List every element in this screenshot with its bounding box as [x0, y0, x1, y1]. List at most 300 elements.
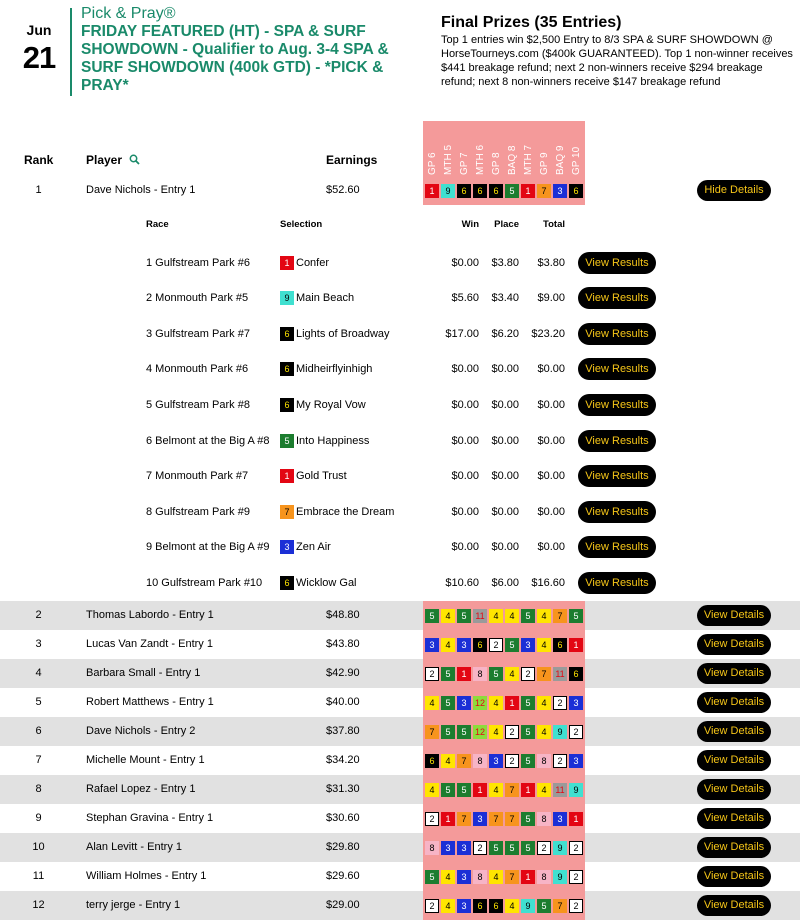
view-results-button[interactable]: View Results — [578, 572, 656, 594]
saddle-cloth: 5 — [457, 609, 471, 623]
detail-place: $3.40 — [491, 292, 519, 304]
saddle-cloth: 6 — [280, 327, 294, 341]
saddle-cloth: 6 — [280, 576, 294, 590]
hide-details-button[interactable]: Hide Details — [697, 180, 771, 201]
row-picks — [423, 601, 585, 630]
view-results-button[interactable]: View Results — [578, 536, 656, 558]
view-details-button[interactable]: View Details — [697, 605, 771, 626]
view-details-button[interactable]: View Details — [697, 634, 771, 655]
detail-race: 8 Gulfstream Park #9 — [146, 506, 250, 518]
detail-row — [0, 248, 800, 278]
saddle-cloth: 2 — [489, 638, 503, 652]
saddle-cloth: 6 — [280, 362, 294, 376]
saddle-cloth: 6 — [489, 899, 503, 913]
detail-selection — [280, 319, 390, 349]
row-rank: 11 — [32, 870, 45, 882]
view-results-button[interactable]: View Results — [578, 465, 656, 487]
standings-row — [0, 804, 800, 833]
saddle-cloth: 9 — [553, 841, 567, 855]
detail-selection — [280, 426, 369, 456]
row-picks — [423, 833, 585, 862]
saddle-cloth: 3 — [569, 754, 583, 768]
row-earnings: $52.60 — [326, 184, 360, 196]
detail-total: $0.00 — [537, 399, 565, 411]
row-rank: 7 — [35, 754, 42, 766]
saddle-cloth: 5 — [521, 754, 535, 768]
saddle-cloth: 4 — [489, 870, 503, 884]
race-column-header: MTH 7 — [523, 145, 534, 175]
row-picks — [423, 176, 585, 205]
detail-total-header: Total — [543, 219, 565, 230]
saddle-cloth: 4 — [505, 899, 519, 913]
detail-selection — [280, 568, 357, 598]
standings-row — [0, 833, 800, 862]
race-column-header: MTH 5 — [443, 145, 454, 175]
saddle-cloth: 4 — [441, 609, 455, 623]
detail-row — [0, 426, 800, 456]
saddle-cloth: 8 — [473, 870, 487, 884]
row-rank: 2 — [35, 609, 42, 621]
detail-total: $0.00 — [537, 363, 565, 375]
saddle-cloth: 4 — [537, 638, 551, 652]
row-rank: 10 — [32, 841, 45, 853]
row-rank: 1 — [35, 184, 42, 196]
detail-place: $6.00 — [491, 577, 519, 589]
view-results-button[interactable]: View Results — [578, 252, 656, 274]
view-details-button[interactable]: View Details — [697, 721, 771, 742]
contest-date — [0, 22, 78, 76]
saddle-cloth: 4 — [425, 696, 439, 710]
detail-win: $0.00 — [451, 363, 479, 375]
saddle-cloth: 7 — [553, 899, 567, 913]
row-player: Thomas Labordo - Entry 1 — [86, 609, 214, 621]
saddle-cloth: 6 — [280, 398, 294, 412]
detail-total: $0.00 — [537, 470, 565, 482]
detail-total: $0.00 — [537, 435, 565, 447]
view-results-button[interactable]: View Results — [578, 287, 656, 309]
saddle-cloth: 1 — [505, 696, 519, 710]
saddle-cloth: 3 — [553, 812, 567, 826]
row-rank: 8 — [35, 783, 42, 795]
detail-race: 10 Gulfstream Park #10 — [146, 577, 263, 589]
saddle-cloth: 7 — [537, 184, 551, 198]
row-earnings: $40.00 — [326, 696, 360, 708]
view-details-button[interactable]: View Details — [697, 866, 771, 887]
saddle-cloth: 5 — [280, 434, 294, 448]
search-icon[interactable] — [129, 154, 140, 168]
saddle-cloth: 2 — [425, 812, 439, 826]
view-results-button[interactable]: View Results — [578, 323, 656, 345]
saddle-cloth: 2 — [569, 725, 583, 739]
row-picks — [423, 746, 585, 775]
saddle-cloth: 4 — [489, 696, 503, 710]
saddle-cloth: 8 — [537, 754, 551, 768]
horse-name: Into Happiness — [296, 435, 370, 447]
detail-selection — [280, 497, 394, 527]
view-details-button[interactable]: View Details — [697, 750, 771, 771]
detail-place: $6.20 — [491, 328, 519, 340]
row-player: Stephan Gravina - Entry 1 — [86, 812, 214, 824]
view-results-button[interactable]: View Results — [578, 394, 656, 416]
saddle-cloth: 7 — [457, 754, 471, 768]
horse-name: Wicklow Gal — [296, 577, 357, 589]
saddle-cloth: 5 — [521, 696, 535, 710]
detail-win: $10.60 — [445, 577, 479, 589]
detail-race: 2 Monmouth Park #5 — [146, 292, 249, 304]
saddle-cloth: 7 — [537, 667, 551, 681]
row-earnings: $30.60 — [326, 812, 360, 824]
saddle-cloth: 9 — [280, 291, 294, 305]
detail-row — [0, 497, 800, 527]
row-rank: 9 — [35, 812, 42, 824]
row-player: Lucas Van Zandt - Entry 1 — [86, 638, 213, 650]
saddle-cloth: 1 — [569, 638, 583, 652]
detail-race: 3 Gulfstream Park #7 — [146, 328, 250, 340]
row-picks — [423, 630, 585, 659]
detail-place: $0.00 — [491, 541, 519, 553]
detail-race-header: Race — [146, 219, 169, 230]
row-picks — [423, 804, 585, 833]
row-player: Michelle Mount - Entry 1 — [86, 754, 205, 766]
row-picks — [423, 717, 585, 746]
saddle-cloth: 3 — [457, 899, 471, 913]
row-earnings: $29.60 — [326, 870, 360, 882]
detail-total: $23.20 — [531, 328, 565, 340]
row-picks — [423, 891, 585, 920]
detail-row — [0, 568, 800, 598]
race-column-header: GP 7 — [459, 152, 470, 175]
detail-selection — [280, 532, 331, 562]
saddle-cloth: 5 — [425, 870, 439, 884]
detail-race: 5 Gulfstream Park #8 — [146, 399, 250, 411]
contest-brand: Pick & Pray® — [81, 5, 176, 22]
race-column-header: BAQ 8 — [507, 145, 518, 175]
saddle-cloth: 5 — [489, 667, 503, 681]
date-month: Jun — [26, 22, 52, 38]
saddle-cloth: 5 — [521, 812, 535, 826]
standings-row — [0, 659, 800, 688]
horse-name: Lights of Broadway — [296, 328, 390, 340]
row-player: Alan Levitt - Entry 1 — [86, 841, 182, 853]
saddle-cloth: 9 — [441, 184, 455, 198]
detail-place: $3.80 — [491, 257, 519, 269]
saddle-cloth: 7 — [505, 812, 519, 826]
saddle-cloth: 1 — [280, 256, 294, 270]
row-player: William Holmes - Entry 1 — [86, 870, 207, 882]
detail-total: $16.60 — [531, 577, 565, 589]
standings-row — [0, 717, 800, 746]
saddle-cloth: 6 — [553, 638, 567, 652]
saddle-cloth: 6 — [569, 667, 583, 681]
view-details-button[interactable]: View Details — [697, 663, 771, 684]
saddle-cloth: 4 — [537, 783, 551, 797]
race-column-header: GP 6 — [427, 152, 438, 175]
saddle-cloth: 5 — [505, 841, 519, 855]
saddle-cloth: 7 — [489, 812, 503, 826]
saddle-cloth: 5 — [457, 725, 471, 739]
detail-win: $0.00 — [451, 541, 479, 553]
saddle-cloth: 9 — [553, 725, 567, 739]
saddle-cloth: 3 — [473, 812, 487, 826]
detail-race: 9 Belmont at the Big A #9 — [146, 541, 270, 553]
saddle-cloth: 8 — [473, 754, 487, 768]
saddle-cloth: 6 — [489, 184, 503, 198]
saddle-cloth: 2 — [425, 667, 439, 681]
row-player: Dave Nichols - Entry 2 — [86, 725, 196, 737]
saddle-cloth: 2 — [473, 841, 487, 855]
view-results-button[interactable]: View Results — [578, 430, 656, 452]
row-picks — [423, 862, 585, 891]
saddle-cloth: 7 — [505, 783, 519, 797]
saddle-cloth: 9 — [553, 870, 567, 884]
row-earnings: $43.80 — [326, 638, 360, 650]
detail-selection — [280, 248, 329, 278]
view-details-button[interactable]: View Details — [697, 808, 771, 829]
detail-place: $0.00 — [491, 399, 519, 411]
saddle-cloth: 7 — [457, 812, 471, 826]
detail-win: $5.60 — [451, 292, 479, 304]
row-earnings: $48.80 — [326, 609, 360, 621]
saddle-cloth: 6 — [473, 184, 487, 198]
saddle-cloth: 6 — [457, 184, 471, 198]
race-column-header: GP 8 — [491, 152, 502, 175]
view-results-button[interactable]: View Results — [578, 358, 656, 380]
saddle-cloth: 4 — [505, 609, 519, 623]
row-earnings: $42.90 — [326, 667, 360, 679]
row-player: terry jerge - Entry 1 — [86, 899, 181, 911]
view-details-button[interactable]: View Details — [697, 779, 771, 800]
detail-row — [0, 354, 800, 384]
row-rank: 6 — [35, 725, 42, 737]
standings-row — [0, 688, 800, 717]
saddle-cloth: 3 — [457, 638, 471, 652]
row-rank: 12 — [32, 899, 45, 911]
saddle-cloth: 5 — [521, 841, 535, 855]
horse-name: My Royal Vow — [296, 399, 366, 411]
view-details-button[interactable]: View Details — [697, 895, 771, 916]
detail-race: 1 Gulfstream Park #6 — [146, 257, 250, 269]
saddle-cloth: 1 — [569, 812, 583, 826]
row-picks — [423, 659, 585, 688]
row-rank: 3 — [35, 638, 42, 650]
detail-selection-header: Selection — [280, 219, 323, 230]
row-earnings: $29.00 — [326, 899, 360, 911]
player-column-label: Player — [86, 153, 123, 167]
saddle-cloth: 9 — [569, 783, 583, 797]
saddle-cloth: 2 — [569, 899, 583, 913]
saddle-cloth: 7 — [280, 505, 294, 519]
saddle-cloth: 5 — [569, 609, 583, 623]
row-earnings: $34.20 — [326, 754, 360, 766]
detail-race: 6 Belmont at the Big A #8 — [146, 435, 270, 447]
saddle-cloth: 3 — [457, 870, 471, 884]
saddle-cloth: 2 — [553, 696, 567, 710]
saddle-cloth: 5 — [441, 667, 455, 681]
saddle-cloth: 6 — [569, 184, 583, 198]
race-column-header: MTH 6 — [475, 145, 486, 175]
saddle-cloth: 5 — [505, 184, 519, 198]
detail-selection — [280, 461, 347, 491]
saddle-cloth: 1 — [521, 783, 535, 797]
saddle-cloth: 2 — [569, 841, 583, 855]
standings-row — [0, 862, 800, 891]
saddle-cloth: 5 — [521, 609, 535, 623]
detail-row — [0, 390, 800, 420]
saddle-cloth: 5 — [537, 899, 551, 913]
detail-total: $3.80 — [537, 257, 565, 269]
date-day: 21 — [22, 40, 56, 75]
detail-win: $0.00 — [451, 506, 479, 518]
saddle-cloth: 4 — [441, 870, 455, 884]
detail-win: $0.00 — [451, 470, 479, 482]
saddle-cloth: 6 — [473, 638, 487, 652]
saddle-cloth: 2 — [505, 725, 519, 739]
detail-place: $0.00 — [491, 470, 519, 482]
view-details-button[interactable]: View Details — [697, 692, 771, 713]
race-column-header: GP 9 — [539, 152, 550, 175]
view-details-button[interactable]: View Details — [697, 837, 771, 858]
saddle-cloth: 1 — [521, 870, 535, 884]
detail-selection — [280, 283, 354, 313]
saddle-cloth: 3 — [569, 696, 583, 710]
detail-total: $0.00 — [537, 541, 565, 553]
saddle-cloth: 1 — [457, 667, 471, 681]
row-player: Robert Matthews - Entry 1 — [86, 696, 214, 708]
detail-place-header: Place — [494, 219, 519, 230]
horse-name: Confer — [296, 257, 330, 269]
contest-info — [81, 5, 406, 95]
saddle-cloth: 4 — [489, 783, 503, 797]
saddle-cloth: 1 — [280, 469, 294, 483]
saddle-cloth: 4 — [441, 638, 455, 652]
detail-row — [0, 319, 800, 349]
earnings-column-header: Earnings — [326, 153, 378, 167]
saddle-cloth: 5 — [505, 638, 519, 652]
race-column-header: BAQ 9 — [555, 145, 566, 175]
saddle-cloth: 6 — [473, 899, 487, 913]
detail-row — [0, 283, 800, 313]
saddle-cloth: 7 — [505, 870, 519, 884]
saddle-cloth: 7 — [553, 609, 567, 623]
saddle-cloth: 4 — [425, 783, 439, 797]
horse-name: Gold Trust — [296, 470, 347, 482]
detail-race: 4 Monmouth Park #6 — [146, 363, 249, 375]
detail-total: $9.00 — [537, 292, 565, 304]
horse-name: Main Beach — [296, 292, 355, 304]
prizes-text: Top 1 entries win $2,500 Entry to 8/3 SPA & SURF SHOWDOWN @ HorseTourneys.com ($400k GUARANTEED). Top 1 non-winner receives $441 breakage refund; next 2 non-winners receive $294 breakage refund; next 8 non-winners receive $147 breakage refund — [441, 34, 793, 88]
saddle-cloth: 12 — [474, 726, 485, 737]
saddle-cloth: 11 — [553, 783, 567, 797]
saddle-cloth: 4 — [537, 725, 551, 739]
horse-name: Zen Air — [296, 541, 331, 553]
saddle-cloth: 3 — [553, 184, 567, 198]
saddle-cloth: 3 — [280, 540, 294, 554]
row-player: Barbara Small - Entry 1 — [86, 667, 201, 679]
saddle-cloth: 1 — [441, 812, 455, 826]
saddle-cloth: 2 — [521, 667, 535, 681]
row-earnings: $37.80 — [326, 725, 360, 737]
row-player: Rafael Lopez - Entry 1 — [86, 783, 196, 795]
saddle-cloth: 4 — [489, 725, 503, 739]
detail-total: $0.00 — [537, 506, 565, 518]
saddle-cloth: 5 — [441, 783, 455, 797]
standings-row — [0, 775, 800, 804]
saddle-cloth: 8 — [537, 812, 551, 826]
detail-row — [0, 461, 800, 491]
saddle-cloth: 1 — [473, 783, 487, 797]
saddle-cloth: 11 — [473, 609, 487, 623]
row-player: Dave Nichols - Entry 1 — [86, 184, 196, 196]
header-divider — [70, 8, 72, 96]
detail-selection — [280, 390, 366, 420]
detail-place: $0.00 — [491, 506, 519, 518]
saddle-cloth: 4 — [537, 696, 551, 710]
saddle-cloth: 12 — [474, 697, 485, 708]
prizes-panel — [441, 14, 796, 89]
prizes-heading: Final Prizes (35 Entries) — [441, 14, 622, 31]
horse-name: Midheirflyinhigh — [296, 363, 373, 375]
standings-row — [0, 601, 800, 630]
saddle-cloth: 7 — [425, 725, 439, 739]
detail-place: $0.00 — [491, 363, 519, 375]
standings-row — [0, 630, 800, 659]
saddle-cloth: 3 — [441, 841, 455, 855]
rank-column-header: Rank — [24, 153, 54, 167]
row-earnings: $29.80 — [326, 841, 360, 853]
saddle-cloth: 4 — [537, 609, 551, 623]
saddle-cloth: 3 — [457, 696, 471, 710]
saddle-cloth: 9 — [521, 899, 535, 913]
row-picks — [423, 775, 585, 804]
saddle-cloth: 4 — [505, 667, 519, 681]
leader-row — [0, 176, 800, 205]
detail-row — [0, 532, 800, 562]
saddle-cloth: 11 — [553, 667, 567, 681]
saddle-cloth: 4 — [441, 899, 455, 913]
row-earnings: $31.30 — [326, 783, 360, 795]
saddle-cloth: 8 — [473, 667, 487, 681]
detail-race: 7 Monmouth Park #7 — [146, 470, 249, 482]
player-column-header — [86, 153, 140, 168]
horse-name: Embrace the Dream — [296, 506, 395, 518]
standings-row — [0, 746, 800, 775]
race-column-headers — [423, 121, 585, 179]
saddle-cloth: 1 — [521, 184, 535, 198]
saddle-cloth: 2 — [505, 754, 519, 768]
saddle-cloth: 2 — [425, 899, 439, 913]
row-picks — [423, 688, 585, 717]
saddle-cloth: 1 — [425, 184, 439, 198]
detail-win: $17.00 — [445, 328, 479, 340]
saddle-cloth: 3 — [489, 754, 503, 768]
saddle-cloth: 2 — [553, 754, 567, 768]
saddle-cloth: 8 — [537, 870, 551, 884]
saddle-cloth: 4 — [441, 754, 455, 768]
view-results-button[interactable]: View Results — [578, 501, 656, 523]
saddle-cloth: 8 — [425, 841, 439, 855]
saddle-cloth: 5 — [457, 783, 471, 797]
detail-win: $0.00 — [451, 257, 479, 269]
saddle-cloth: 6 — [425, 754, 439, 768]
saddle-cloth: 5 — [441, 696, 455, 710]
saddle-cloth: 5 — [441, 725, 455, 739]
saddle-cloth: 5 — [425, 609, 439, 623]
saddle-cloth: 5 — [521, 725, 535, 739]
detail-win: $0.00 — [451, 435, 479, 447]
detail-place: $0.00 — [491, 435, 519, 447]
saddle-cloth: 5 — [489, 841, 503, 855]
row-rank: 4 — [35, 667, 42, 679]
